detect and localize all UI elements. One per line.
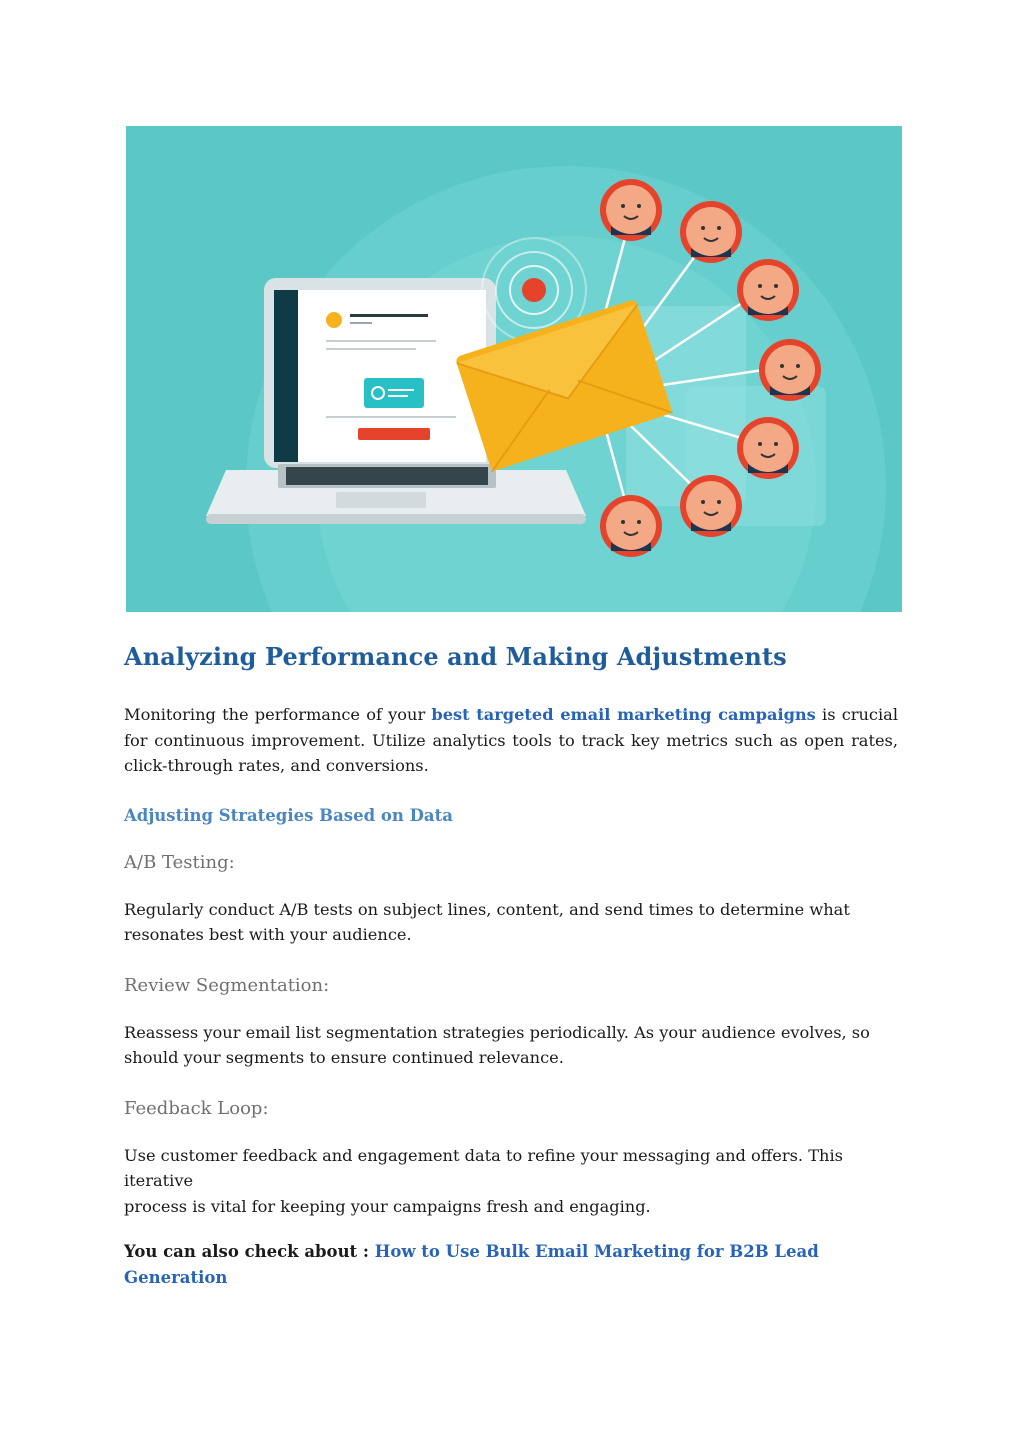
- bulk-email-b2b-link[interactable]: How to Use Bulk Email Marketing for B2B Lead Generation: [124, 1242, 819, 1287]
- article-content: [124, 640, 898, 1291]
- review-segmentation-line2: should your segments to ensure continued relevance.: [124, 1048, 564, 1067]
- section-heading: Adjusting Strategies Based on Data: [124, 805, 453, 825]
- ab-testing-line1: Regularly conduct A/B tests on subject lines, content, and send times to determine what: [124, 899, 850, 919]
- intro-text-before: Monitoring the performance of your: [124, 705, 432, 724]
- review-segmentation-heading: Review Segmentation:: [124, 974, 330, 996]
- intro-text-after: is crucial for continuous improvement. Utilize analytics tools to track key metrics such as open rates, click-through rates, and conversions.: [124, 705, 898, 775]
- also-check-label: You can also check about :: [124, 1242, 375, 1261]
- page-title: Analyzing Performance and Making Adjustments: [124, 642, 787, 671]
- ab-testing-heading: A/B Testing:: [124, 851, 235, 873]
- feedback-loop-body: [124, 1143, 898, 1220]
- ab-testing-body: [124, 897, 898, 948]
- feedback-loop-line2: process is vital for keeping your campaigns fresh and engaging.: [124, 1196, 651, 1216]
- email-marketing-illustration-icon: [126, 126, 902, 612]
- feedback-loop-line1: Use customer feedback and engagement data to refine your messaging and offers. This iterative: [124, 1145, 843, 1190]
- hero-image: [126, 126, 902, 612]
- best-targeted-campaigns-link[interactable]: best targeted email marketing campaigns: [431, 705, 816, 724]
- ab-testing-line2: resonates best with your audience.: [124, 925, 412, 944]
- review-segmentation-body: [124, 1020, 898, 1071]
- intro-paragraph: [124, 702, 898, 779]
- also-check-line: [124, 1239, 898, 1291]
- feedback-loop-heading: Feedback Loop:: [124, 1097, 269, 1119]
- review-segmentation-line1: Reassess your email list segmentation strategies periodically. As your audience evolves, so: [124, 1022, 870, 1042]
